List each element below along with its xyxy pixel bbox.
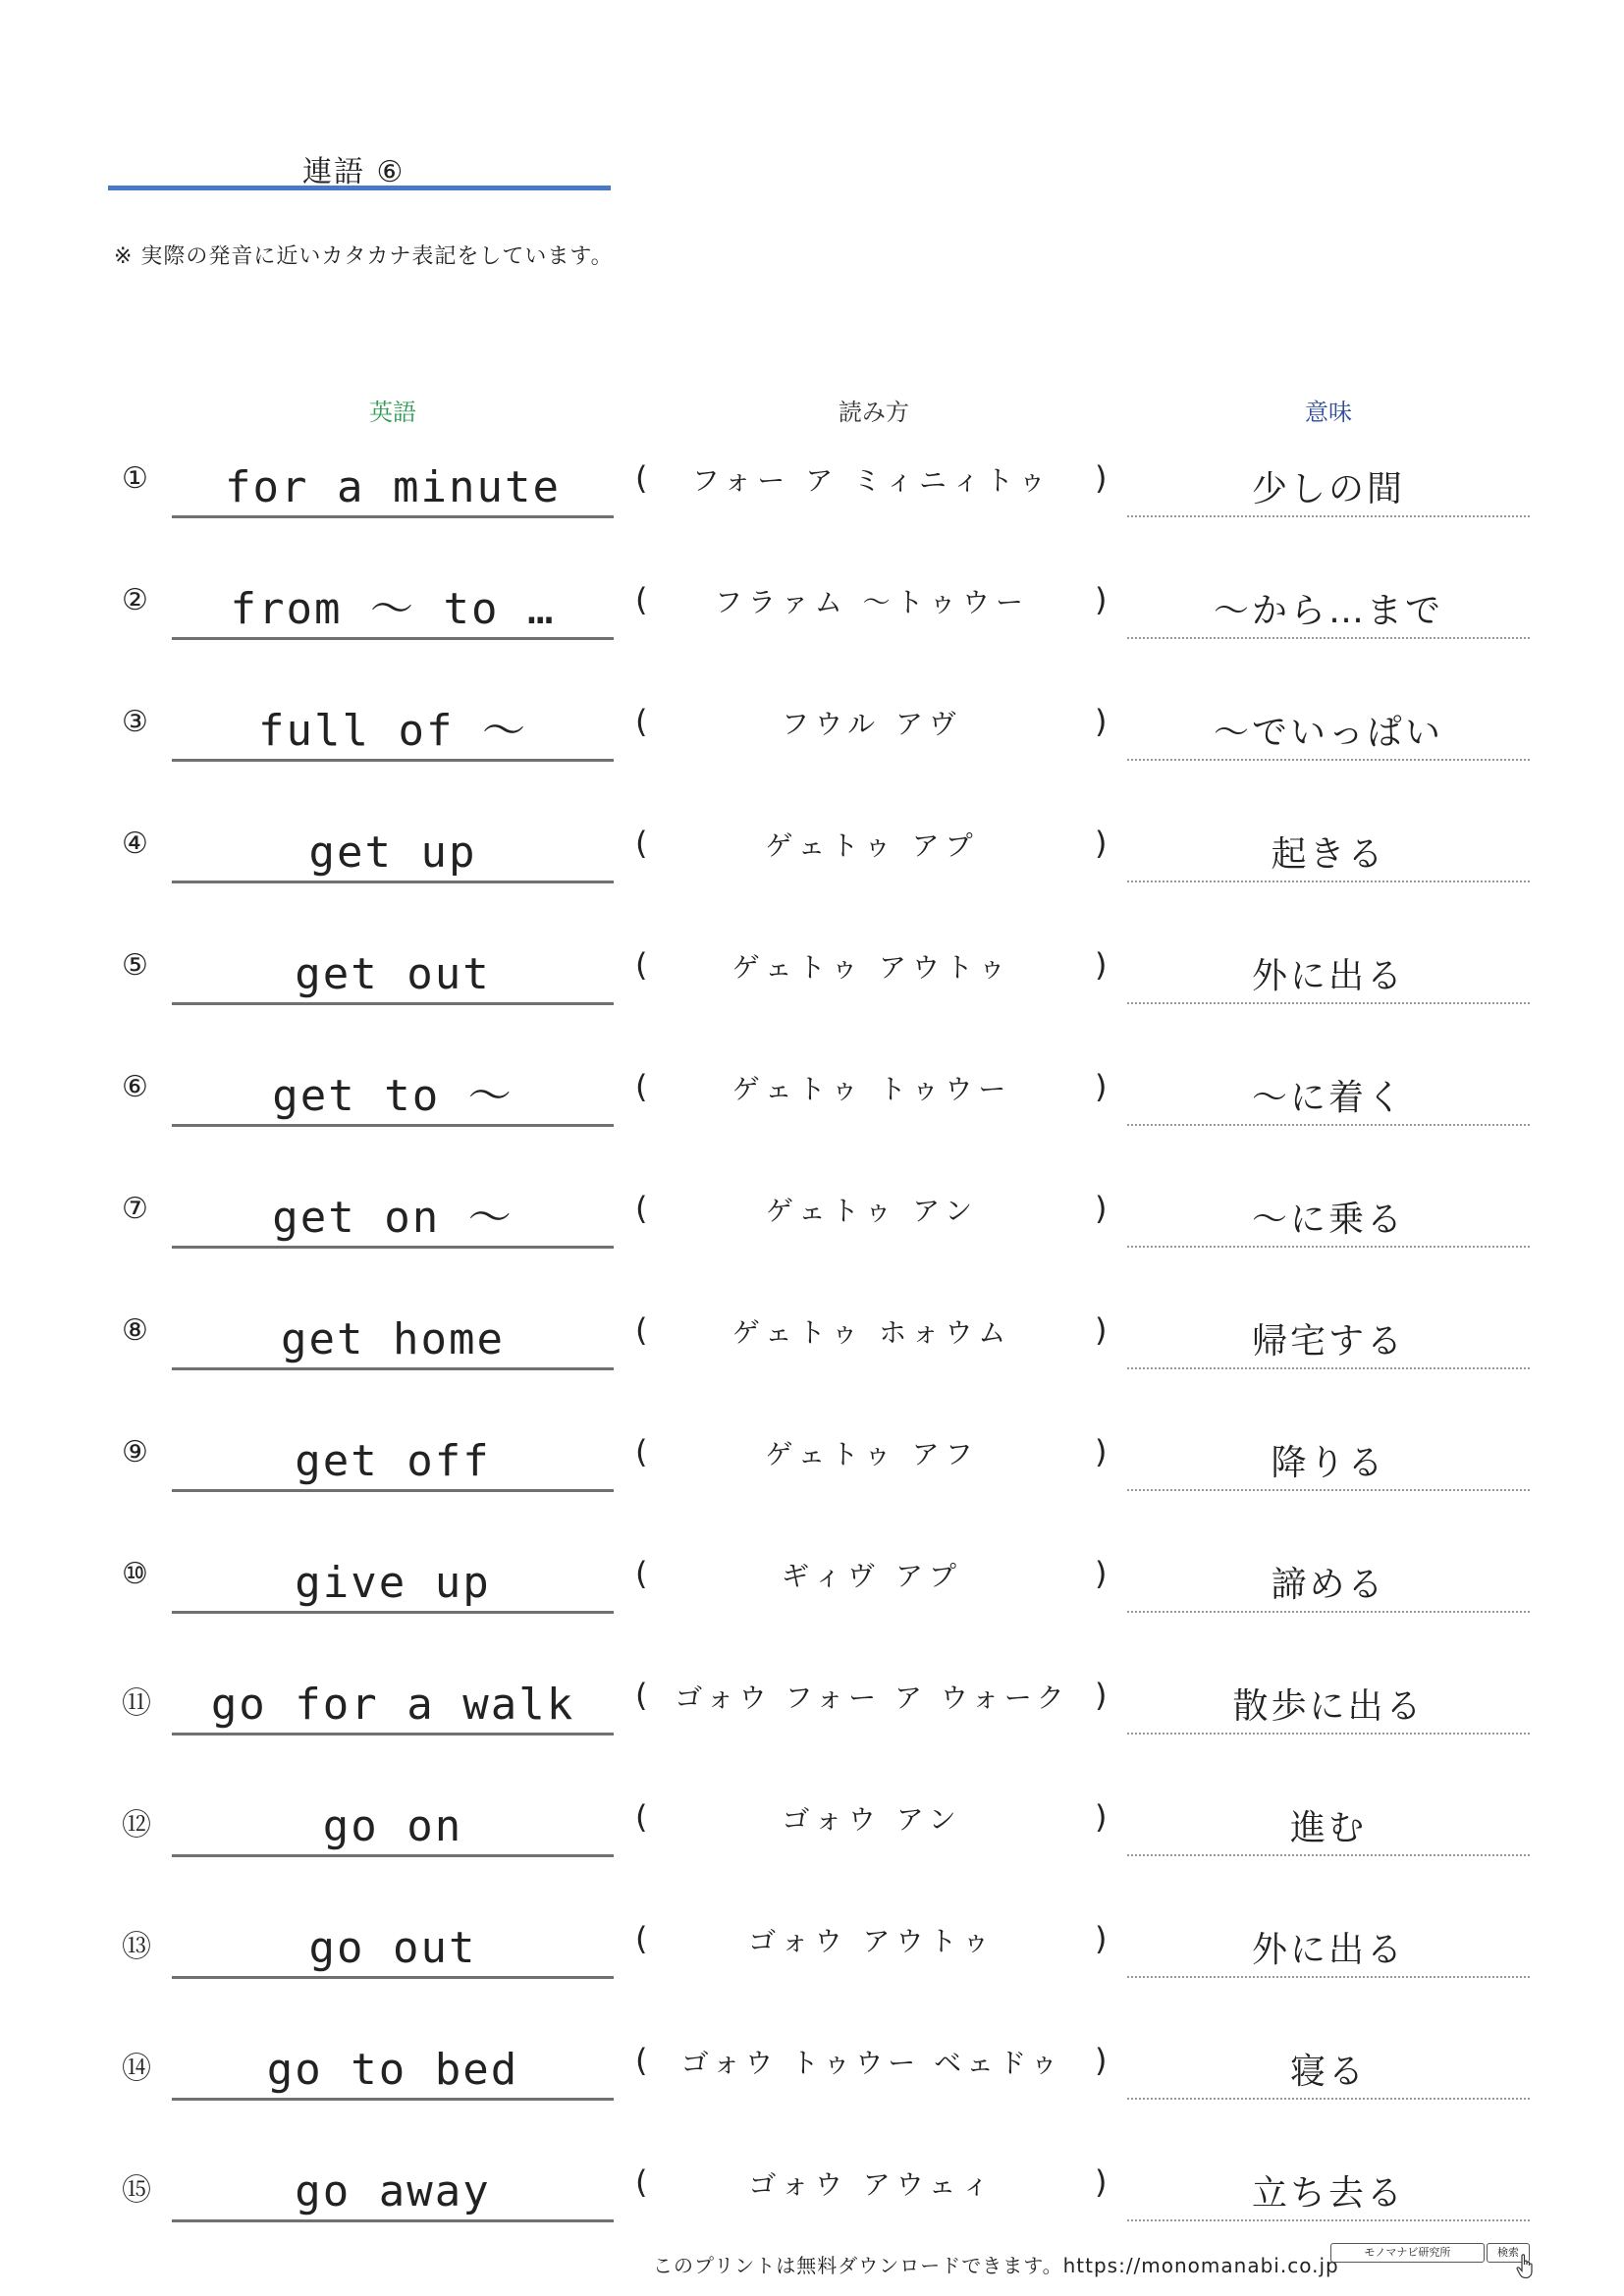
katakana-note: ※ 実際の発音に近いカタカナ表記をしています。: [114, 244, 614, 269]
japanese-meaning: 立ち去る: [1127, 2165, 1530, 2221]
japanese-meaning: 進む: [1127, 1800, 1530, 1856]
close-paren: ): [1095, 946, 1108, 984]
katakana-reading: ゲェトゥ トゥウー: [731, 1073, 1012, 1105]
english-phrase: go to bed: [172, 2044, 614, 2101]
page-title: [108, 147, 611, 190]
close-paren: ): [1095, 2042, 1108, 2079]
open-paren: (: [635, 825, 648, 862]
open-paren: (: [635, 581, 648, 618]
phrase-row: [0, 583, 1624, 705]
item-number: ⑪: [122, 1686, 151, 1721]
english-phrase: from ～ to …: [172, 583, 614, 640]
open-paren: (: [635, 1920, 648, 1957]
katakana-reading: ゲェトゥ アン: [765, 1195, 979, 1227]
katakana-reading: フウル アヴ: [781, 708, 963, 740]
close-paren: ): [1095, 1677, 1108, 1714]
katakana-reading: ギィヴ アプ: [781, 1560, 963, 1592]
item-number: ⑥: [122, 1070, 148, 1104]
column-header-meaning: 意味: [1305, 399, 1352, 426]
english-phrase: get to ～: [172, 1070, 614, 1127]
japanese-meaning: 外に出る: [1127, 948, 1530, 1004]
japanese-meaning: ～から…まで: [1127, 583, 1530, 639]
close-paren: ): [1095, 825, 1108, 862]
search-button: 検索: [1487, 2243, 1530, 2263]
katakana-reading: ゴォウ フォー ア ウォーク: [675, 1682, 1069, 1714]
japanese-meaning: 寝る: [1127, 2044, 1530, 2100]
english-phrase: go on: [172, 1800, 614, 1857]
open-paren: (: [635, 1190, 648, 1227]
open-paren: (: [635, 1798, 648, 1836]
katakana-reading: ゲェトゥ アプ: [765, 829, 979, 862]
japanese-meaning: 散歩に出る: [1127, 1679, 1530, 1735]
item-number: ⑮: [122, 2173, 151, 2208]
japanese-meaning: 少しの間: [1127, 461, 1530, 517]
open-paren: (: [635, 2163, 648, 2201]
open-paren: (: [635, 1555, 648, 1592]
item-number: ⑨: [122, 1435, 148, 1469]
katakana-reading: ゲェトゥ アウトゥ: [731, 951, 1012, 984]
english-phrase: get home: [172, 1313, 614, 1370]
column-header-english: 英語: [369, 399, 416, 426]
open-paren: (: [635, 1433, 648, 1470]
katakana-reading: ゲェトゥ アフ: [765, 1438, 979, 1470]
open-paren: (: [635, 2042, 648, 2079]
english-phrase: for a minute: [172, 461, 614, 518]
japanese-meaning: 諦める: [1127, 1557, 1530, 1613]
close-paren: ): [1095, 1555, 1108, 1592]
japanese-meaning: ～に着く: [1127, 1070, 1530, 1126]
item-number: ⑫: [122, 1808, 151, 1842]
english-phrase: go away: [172, 2165, 614, 2222]
katakana-reading: フォー ア ミィニィトゥ: [691, 464, 1053, 497]
english-phrase: get up: [172, 827, 614, 883]
item-number: ④: [122, 827, 148, 861]
item-number: ⑩: [122, 1557, 148, 1591]
english-phrase: get out: [172, 948, 614, 1005]
close-paren: ): [1095, 1433, 1108, 1470]
close-paren: ): [1095, 1068, 1108, 1105]
close-paren: ): [1095, 1311, 1108, 1349]
item-number: ⑬: [122, 1930, 151, 1964]
page-title-text: 連語 ⑥: [302, 155, 406, 189]
item-number: ⑦: [122, 1192, 148, 1226]
item-number: ⑤: [122, 948, 148, 983]
open-paren: (: [635, 1311, 648, 1349]
item-number: ①: [122, 461, 148, 496]
footer-text: このプリントは無料ダウンロードできます。https://monomanabi.co.jp: [653, 2254, 1339, 2277]
katakana-reading: ゲェトゥ ホォウム: [731, 1316, 1012, 1349]
english-phrase: get on ～: [172, 1192, 614, 1249]
phrase-row: [0, 2044, 1624, 2165]
phrase-row: [0, 1192, 1624, 1313]
phrase-row: [0, 1313, 1624, 1435]
close-paren: ): [1095, 1798, 1108, 1836]
english-phrase: full of ～: [172, 705, 614, 762]
column-header-reading: 読み方: [839, 399, 909, 426]
english-phrase: go out: [172, 1922, 614, 1979]
close-paren: ): [1095, 1190, 1108, 1227]
phrase-row: [0, 1557, 1624, 1679]
open-paren: (: [635, 703, 648, 740]
japanese-meaning: 外に出る: [1127, 1922, 1530, 1978]
close-paren: ): [1095, 459, 1108, 497]
close-paren: ): [1095, 2163, 1108, 2201]
phrase-row: [0, 1070, 1624, 1192]
open-paren: (: [635, 1068, 648, 1105]
close-paren: ): [1095, 1920, 1108, 1957]
open-paren: (: [635, 459, 648, 497]
phrase-row: [0, 1435, 1624, 1557]
phrase-row: [0, 827, 1624, 948]
katakana-reading: ゴォウ アウェィ: [748, 2168, 996, 2201]
japanese-meaning: 降りる: [1127, 1435, 1530, 1491]
phrase-row: [0, 1922, 1624, 2044]
english-phrase: get off: [172, 1435, 614, 1492]
phrase-row: [0, 1800, 1624, 1922]
close-paren: ): [1095, 581, 1108, 618]
katakana-reading: ゴォウ アン: [782, 1803, 962, 1836]
japanese-meaning: 帰宅する: [1127, 1313, 1530, 1369]
japanese-meaning: ～でいっぱい: [1127, 705, 1530, 761]
japanese-meaning: 起きる: [1127, 827, 1530, 882]
open-paren: (: [635, 946, 648, 984]
phrase-row: [0, 1679, 1624, 1800]
close-paren: ): [1095, 703, 1108, 740]
item-number: ⑧: [122, 1313, 148, 1348]
katakana-reading: フラァム ～トゥウー: [715, 586, 1029, 618]
phrase-row: [0, 948, 1624, 1070]
english-phrase: give up: [172, 1557, 614, 1614]
open-paren: (: [635, 1677, 648, 1714]
search-box: モノマナビ研究所: [1330, 2243, 1485, 2263]
phrase-row: [0, 461, 1624, 583]
item-number: ⑭: [122, 2052, 151, 2086]
item-number: ②: [122, 583, 148, 617]
english-phrase: go for a walk: [172, 1679, 614, 1735]
hand-cursor-icon: [1516, 2254, 1536, 2279]
item-number: ③: [122, 705, 148, 739]
katakana-reading: ゴォウ トゥウー ベェドゥ: [680, 2047, 1063, 2079]
katakana-reading: ゴォウ アウトゥ: [748, 1925, 996, 1957]
phrase-row: [0, 705, 1624, 827]
japanese-meaning: ～に乗る: [1127, 1192, 1530, 1248]
